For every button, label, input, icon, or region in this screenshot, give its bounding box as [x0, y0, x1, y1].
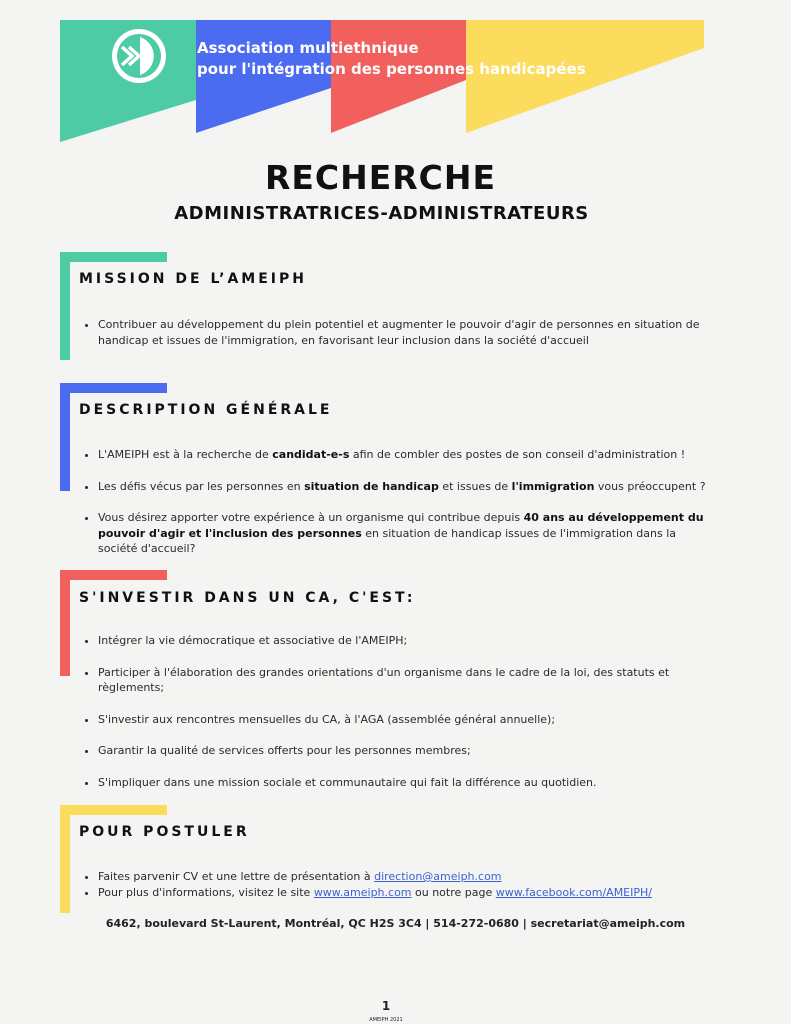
description-bracket-side [60, 383, 70, 491]
postuler-bracket-top [60, 805, 167, 815]
mission-bracket-top [60, 252, 167, 262]
description-heading: DESCRIPTION GÉNÉRALE [79, 402, 333, 418]
bold-text: 40 ans au développement du pouvoir d'agir et l'inclusion des personnes [98, 511, 704, 540]
org-name-line2: pour l'intégration des personnes handicapées [197, 60, 586, 78]
postuler-list [78, 869, 718, 900]
bold-text: candidat-e-s [272, 448, 350, 461]
list-item: • S'investir aux rencontres mensuelles du CA, à l'AGA (assemblée général annuelle); [98, 712, 718, 728]
investir-bracket-top [60, 570, 167, 580]
text: afin de combler des postes de son conseil d'administration ! [349, 448, 686, 461]
text: vous préoccupent ? [594, 479, 706, 493]
list-item: • S'impliquer dans une mission sociale et communautaire qui fait la différence au quotidien. [98, 775, 718, 791]
bold-text: l'immigration [511, 479, 595, 493]
page-number: 1 [381, 999, 391, 1013]
list-item: • Garantir la qualité de services offerts pour les personnes membres; [98, 743, 718, 759]
page-subtitle: ADMINISTRATRICES-ADMINISTRATEURS [174, 203, 589, 224]
list-item: • Participer à l'élaboration des grandes orientations d'un organisme dans le cadre de la loi, des statuts et règlements; [98, 665, 718, 696]
postuler-bracket-side [60, 805, 70, 913]
text: ou notre page [411, 885, 496, 899]
page-footer: AMEIPH 2021 [369, 1017, 403, 1023]
text: Les défis vécus par les personnes en [98, 479, 305, 493]
double-chevron-circle-icon [108, 25, 170, 87]
email-link[interactable]: direction@ameiph.com [374, 870, 502, 883]
list-item [98, 885, 718, 901]
list-item [98, 510, 718, 557]
text: Pour plus d'informations, visitez le site [98, 885, 314, 899]
website-link[interactable]: www.ameiph.com [313, 885, 412, 899]
bold-text: situation de handicap [304, 479, 439, 493]
description-list [78, 447, 718, 557]
description-bracket-top [60, 383, 167, 393]
text: Faites parvenir CV et une lettre de présentation à [98, 870, 375, 883]
mission-bracket-side [60, 252, 70, 360]
page-title: RECHERCHE [264, 158, 497, 197]
facebook-link[interactable]: www.facebook.com/AMEIPH/ [495, 885, 652, 899]
list-item: • Intégrer la vie démocratique et associative de l'AMEIPH; [98, 633, 718, 649]
postuler-heading: POUR POSTULER [79, 824, 250, 840]
investir-list [78, 633, 718, 790]
list-item [98, 479, 718, 495]
org-name-line1: Association multiethnique [197, 39, 419, 57]
list-item [98, 447, 718, 463]
text: et issues de [438, 479, 512, 493]
list-item: • Contribuer au développement du plein potentiel et augmenter le pouvoir d'agir de personnes en situation de handicap et issues de l'immigration, en favorisant leur inclusion dans la société d'accueil [98, 317, 718, 348]
list-item [98, 869, 718, 885]
text: L'AMEIPH est à la recherche de [98, 448, 273, 461]
mission-list [78, 317, 718, 348]
footer-address: 6462, boulevard St-Laurent, Montréal, QC H2S 3C4 | 514-272-0680 | secretariat@ameiph.com [105, 917, 686, 930]
mission-heading: MISSION DE L’AMEIPH [79, 271, 307, 287]
text: Vous désirez apporter votre expérience à un organisme qui contribue depuis [98, 511, 524, 524]
text: en situation de handicap issues de l'immigration dans la société d'accueil? [98, 526, 677, 555]
investir-bracket-side [60, 570, 70, 676]
investir-heading: S'INVESTIR DANS UN CA, C'EST: [79, 590, 416, 606]
organization-name [197, 38, 586, 80]
